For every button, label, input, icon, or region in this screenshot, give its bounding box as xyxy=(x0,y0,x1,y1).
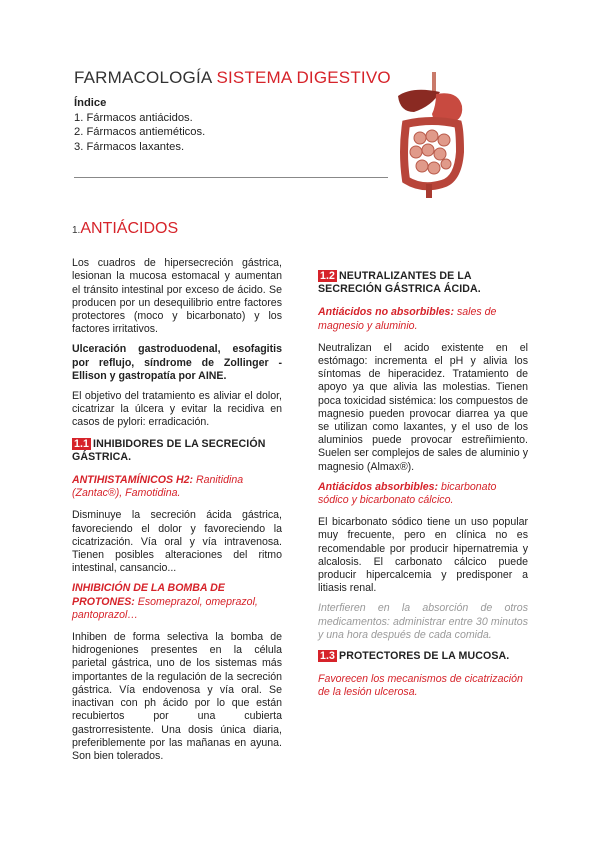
index-item: 2. Fármacos antieméticos. xyxy=(74,126,206,138)
intro-paragraph: Los cuadros de hipersecreción gástrica, lesionan la mucosa estomacal y aumentan el tránsito intestinal por exceso de ácido. Se producen por un desequilibrio entre factores protectores (moco y bicarbonato) y los factores irritativos. xyxy=(72,257,282,336)
column-continuation-spacer xyxy=(318,216,528,262)
subsection-badge: 1.3 xyxy=(320,650,336,663)
subsection-description: Favorecen los mecanismos de cicatrización de la lesión ulcerosa. xyxy=(318,673,523,699)
title-part-2: SISTEMA DIGESTIVO xyxy=(216,68,391,87)
drug-class xyxy=(318,306,528,332)
subsection-heading xyxy=(72,438,282,464)
administration-note: Interfieren en la absorción de otros medicamentos: administrar entre 30 minutos y una hora después de cada comida. xyxy=(318,602,528,641)
section-title: ANTIÁCIDOS xyxy=(80,220,179,237)
title-part-1: FARMACOLOGÍA xyxy=(74,68,212,87)
section-heading xyxy=(72,222,282,237)
index-item: 1. Fármacos antiácidos. xyxy=(74,111,193,124)
subsection-heading xyxy=(318,650,528,663)
left-column xyxy=(72,222,282,770)
right-column xyxy=(318,216,528,709)
drug-class-label: Antiácidos absorbibles: xyxy=(318,480,439,493)
page-title xyxy=(74,68,391,88)
subsection-badge: 1.1 xyxy=(74,437,90,450)
subsection-badge: 1.2 xyxy=(320,270,336,282)
section-number: 1. xyxy=(72,225,81,236)
drug-class-examples: Ranitidina (Zantac®), Famotidina. xyxy=(72,474,244,500)
index-heading: Índice xyxy=(74,97,107,109)
drug-class-examples: Esomeprazol, omeprazol, pantoprazol… xyxy=(72,595,258,621)
drug-class-description: El bicarbonato sódico tiene un uso popular muy frecuente, pero en clínica no es recomendable por producir hipernatremia y alcalosis. El carbonato cálcico puede producir hipercalcemia y predisponer a litiasis renal. xyxy=(318,516,528,595)
table-of-contents xyxy=(74,96,205,154)
drug-class-label: INHIBICIÓN DE LA BOMBA DE PROTONES: xyxy=(72,582,225,608)
drug-class-description: Inhiben de forma selectiva la bomba de hidrogeniones presentes en la célula parietal gástrica, uno de los sistemas más importantes de la regulación de la secreción gástrica. Vía endovenosa y vía oral. Se inactivan con ph ácido por lo que están recubiertos por una cubierta gastrorresistente. Una dosis única diaria, preferiblemente por las mañanas en ayuna. Son bien tolerados. xyxy=(72,631,282,762)
divider xyxy=(74,177,388,178)
drug-class-description: Disminuye la secreción ácida gástrica, favoreciendo el dolor y favoreciendo la cicatrización. Vía oral y vía intravenosa. Tienen posibles alteraciones del ritmo intestinal, cansancio... xyxy=(72,509,282,575)
objective-paragraph: El objetivo del tratamiento es aliviar el dolor, cicatrizar la úlcera y evitar la recidiva en casos de pylori: erradicación. xyxy=(72,390,282,429)
subsection-title: NEUTRALIZANTES DE LA SECRECIÓN GÁSTRICA ÁCIDA. xyxy=(318,270,481,296)
digestive-system-icon xyxy=(392,72,472,200)
drug-class-description: Neutralizan el acido existente en el estómago: incrementa el pH y alivia los síntomas de hiperacidez. Tratamiento de apoyo ya que alivia las molestias. Tienen poca toxicidad sistémica: los compuestos de magnesio pueden provocar diarrea ya que se utilizan como laxantes, y el uso de los aluminios puede provocar estreñimiento. Suelen ser complejos de sales de aluminio y magnesio (Almax®). xyxy=(318,341,528,473)
drug-class xyxy=(72,582,282,622)
subsection-title: PROTECTORES DE LA MUCOSA. xyxy=(339,650,510,663)
conditions-paragraph: Ulceración gastroduodenal, esofagitis por reflujo, síndrome de Zollinger - Ellison y gastropatía por AINE. xyxy=(72,343,282,382)
drug-class xyxy=(72,474,282,500)
subsection-title: INHIBIDORES DE LA SECRECIÓN GÁSTRICA. xyxy=(72,437,266,463)
drug-class xyxy=(318,481,528,507)
drug-class-label: ANTIHISTAMÍNICOS H2: xyxy=(72,474,194,487)
drug-class-examples: sales de magnesio y aluminio. xyxy=(318,306,497,332)
subsection-heading xyxy=(318,270,528,296)
drug-class-examples: bicarbonato sódico y bicarbonato cálcico. xyxy=(318,480,497,507)
drug-class-label: Antiácidos no absorbibles: xyxy=(318,306,454,319)
index-item: 3. Fármacos laxantes. xyxy=(74,140,185,153)
